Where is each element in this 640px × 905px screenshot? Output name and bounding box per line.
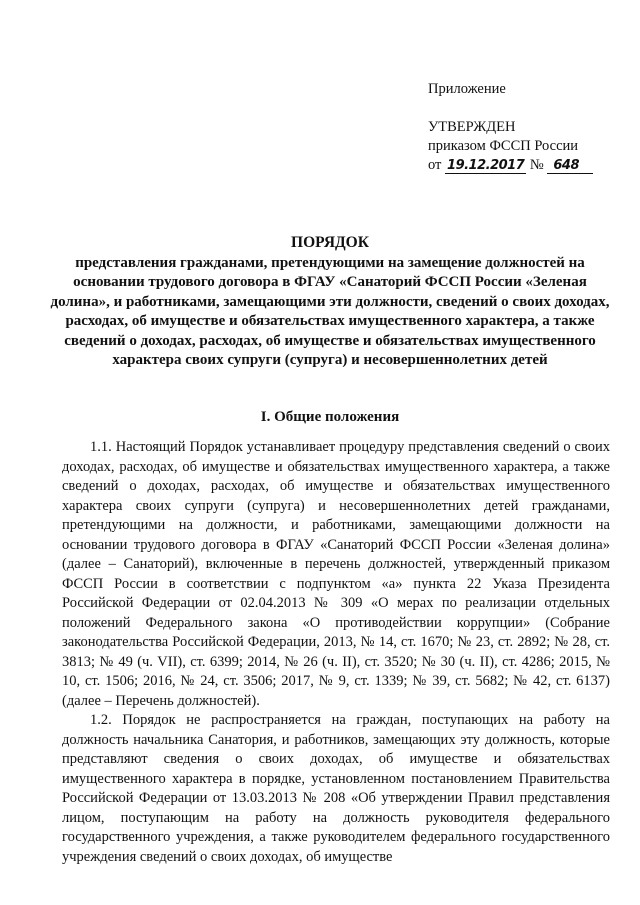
appendix-label: Приложение xyxy=(428,81,506,97)
document-title xyxy=(50,233,610,371)
number-prefix: № xyxy=(529,157,544,173)
approved-label: УТВЕРЖДЕН xyxy=(428,119,516,135)
handwritten-date: 19.12.2017 xyxy=(447,158,525,173)
handwritten-number: 648 xyxy=(547,158,593,174)
document-body xyxy=(62,438,610,865)
approval-block xyxy=(428,80,593,175)
paragraph-1-1: 1.1. Настоящий Порядок устанавливает процедуру представления сведений о своих доходах, расходах, об имуществе и обязательствах имущественного характера, а также сведений о доходах, расходах, об имуществе и обязательствах имущественного характера своих супруги (супруга) и несовершеннолетних детей гражданами, претендующими на должности, и работниками, замещающими должности на основании трудового договора в ФГАУ «Санаторий ФССП России «Зеленая долина» (далее – Санаторий), включенные в перечень должностей, утвержденный приказом ФССП России в соответствии с подпунктом «а» пункта 22 Указа Президента Российской Федерации от 02.04.2013 № 309 «О мерах по реализации отдельных положений Федерального закона «О противодействии коррупции» (Собрание законодательства Российской Федерации, 2013, № 14, ст. 1670; № 23, ст. 2892; № 28, ст. 3813; № 49 (ч. VII), ст. 6399; 2014, № 26 (ч. II), ст. 3520; № 30 (ч. II), ст. 4286; 2015, № 10, ст. 1506; 2016, № 24, ст. 3506; 2017, № 9, ст. 1339; № 39, ст. 5682; № 42, ст. 6137) (далее – Перечень должностей). xyxy=(62,439,610,709)
title-text: представления гражданами, претендующими на замещение должностей на основании трудового договора в ФГАУ «Санаторий ФССП России «Зеленая долина», и работниками, замещающими эти должности, сведений о своих доходах, расходах, об имуществе и обязательствах имущественного характера, а также сведений о доходах, расходах, об имуществе и обязательствах имущественного характера своих супруги (супруга) и несовершеннолетних детей xyxy=(50,254,610,368)
order-line: приказом ФССП России xyxy=(428,138,579,154)
section-heading: I. Общие положения xyxy=(260,409,400,425)
paragraph-1-2: 1.2. Порядок не распространяется на граждан, поступающих на работу на должность начальника Санатория, и работников, замещающих эту должность, которые представляют сведения о своих доходах, об имуществе и обязательствах имущественного характера в порядке, установленном постановлением Правительства Российской Федерации от 13.03.2013 № 208 «Об утверждении Правил представления лицом, поступающим на работу на должность руководителя федерального государственного учреждения, а также руководителем федерального государственного учреждения сведений о своих доходах, об имуществе xyxy=(62,712,610,865)
date-prefix: от xyxy=(428,157,442,173)
order-date-line xyxy=(428,156,593,175)
title-heading: ПОРЯДОК xyxy=(291,234,369,251)
